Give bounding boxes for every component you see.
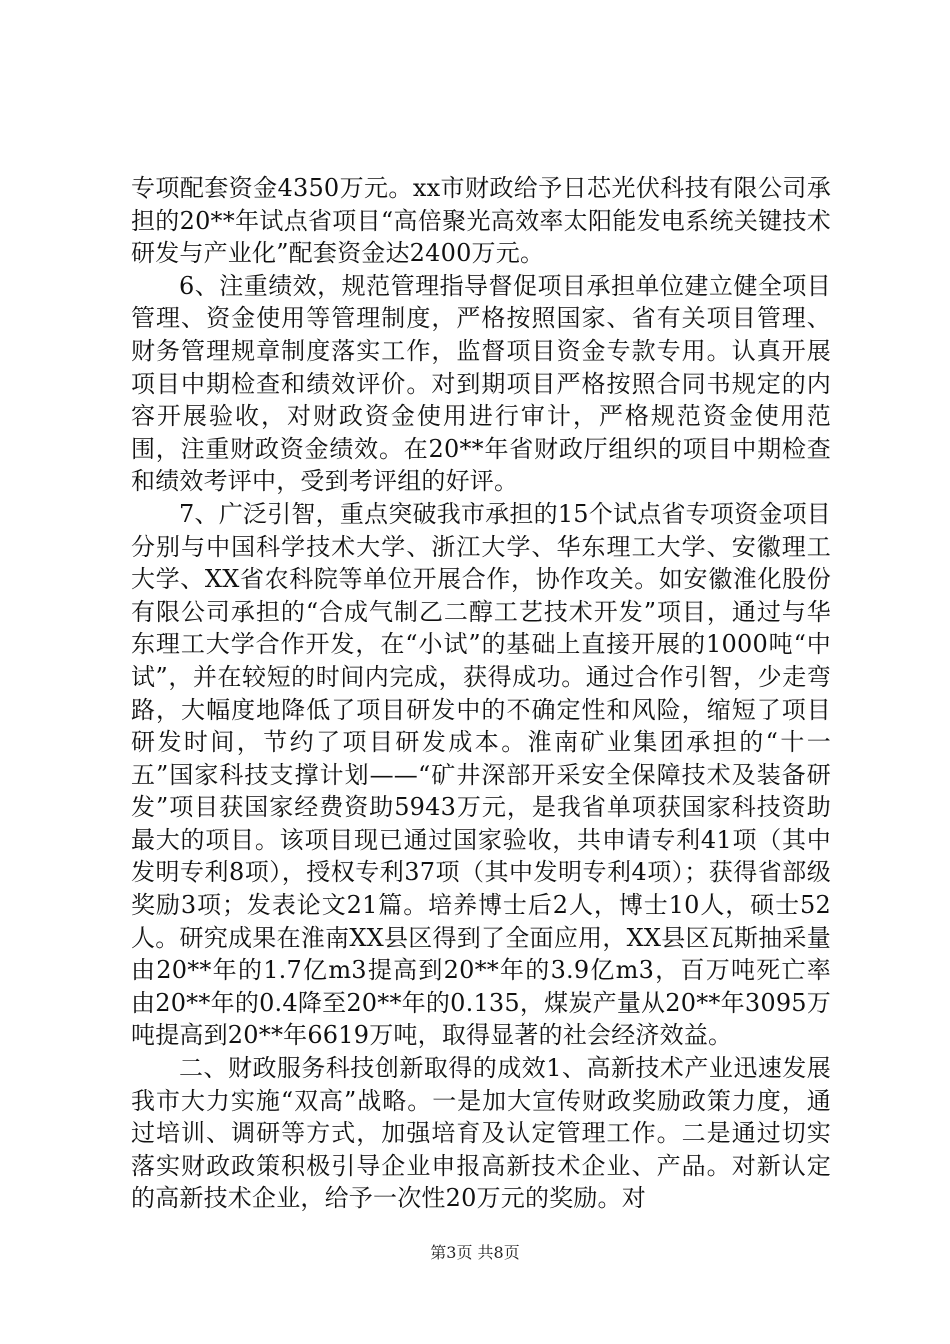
paragraph-performance-management: 6、注重绩效，规范管理指导督促项目承担单位建立健全项目管理、资金使用等管理制度，严格按照国家、省有关项目管理、财务管理规章制度落实工作，监督项目资金专款专用。认真开展项目中期检查和绩效评价。对到期项目严格按照合同书规定的内容开展验收，对财政资金使用进行审计，严格规范资金使用范围，注重财政资金绩效。在20**年省财政厅组织的项目中期检查和绩效考评中，受到考评组的好评。 (131, 271, 831, 496)
document-body (131, 172, 831, 1215)
paragraph-talent-introduction: 7、广泛引智，重点突破我市承担的15个试点省专项资金项目分别与中国科学技术大学、浙江大学、华东理工大学、安徽理工大学、XX省农科院等单位开展合作，协作攻关。如安徽淮化股份有限公司承担的“合成气制乙二醇工艺技术开发”项目，通过与华东理工大学合作开发，在“小试”的基础上直接开展的1000吨“中试”，并在较短的时间内完成，获得成功。通过合作引智，少走弯路，大幅度地降低了项目研发中的不确定性和风险，缩短了项目研发时间，节约了项目研发成本。淮南矿业集团承担的“十一五”国家科技支撑计划——“矿井深部开采安全保障技术及装备研发”项目获国家经费资助5943万元，是我省单项获国家科技资助最大的项目。该项目现已通过国家验收，共申请专利41项（其中发明专利8项），授权专利37项（其中发明专利4项）；获得省部级奖励3项；发表论文21篇。培养博士后2人，博士10人，硕士52人。研究成果在淮南XX县区得到了全面应用，XX县区瓦斯抽采量由20**年的1.7亿m3提高到20**年的3.9亿m3，百万吨死亡率由20**年的0.4降至20**年的0.135，煤炭产量从20**年3095万吨提高到20**年6619万吨，取得显著的社会经济效益。 (131, 499, 831, 1050)
page-number: 第3页 共8页 (430, 1243, 520, 1262)
paragraph-achievements: 二、财政服务科技创新取得的成效1、高新技术产业迅速发展我市大力实施“双高”战略。一是加大宣传财政奖励政策力度，通过培训、调研等方式，加强培育及认定管理工作。二是通过切实落实财政政策积极引导企业申报高新技术企业、产品。对新认定的高新技术企业，给予一次性20万元的奖励。对 (131, 1054, 831, 1213)
page-footer (0, 1243, 950, 1263)
paragraph-matching-funds: 专项配套资金4350万元。xx市财政给予日芯光伏科技有限公司承担的20**年试点省项目“高倍聚光高效率太阳能发电系统关键技术研发与产业化”配套资金达2400万元。 (131, 174, 831, 268)
